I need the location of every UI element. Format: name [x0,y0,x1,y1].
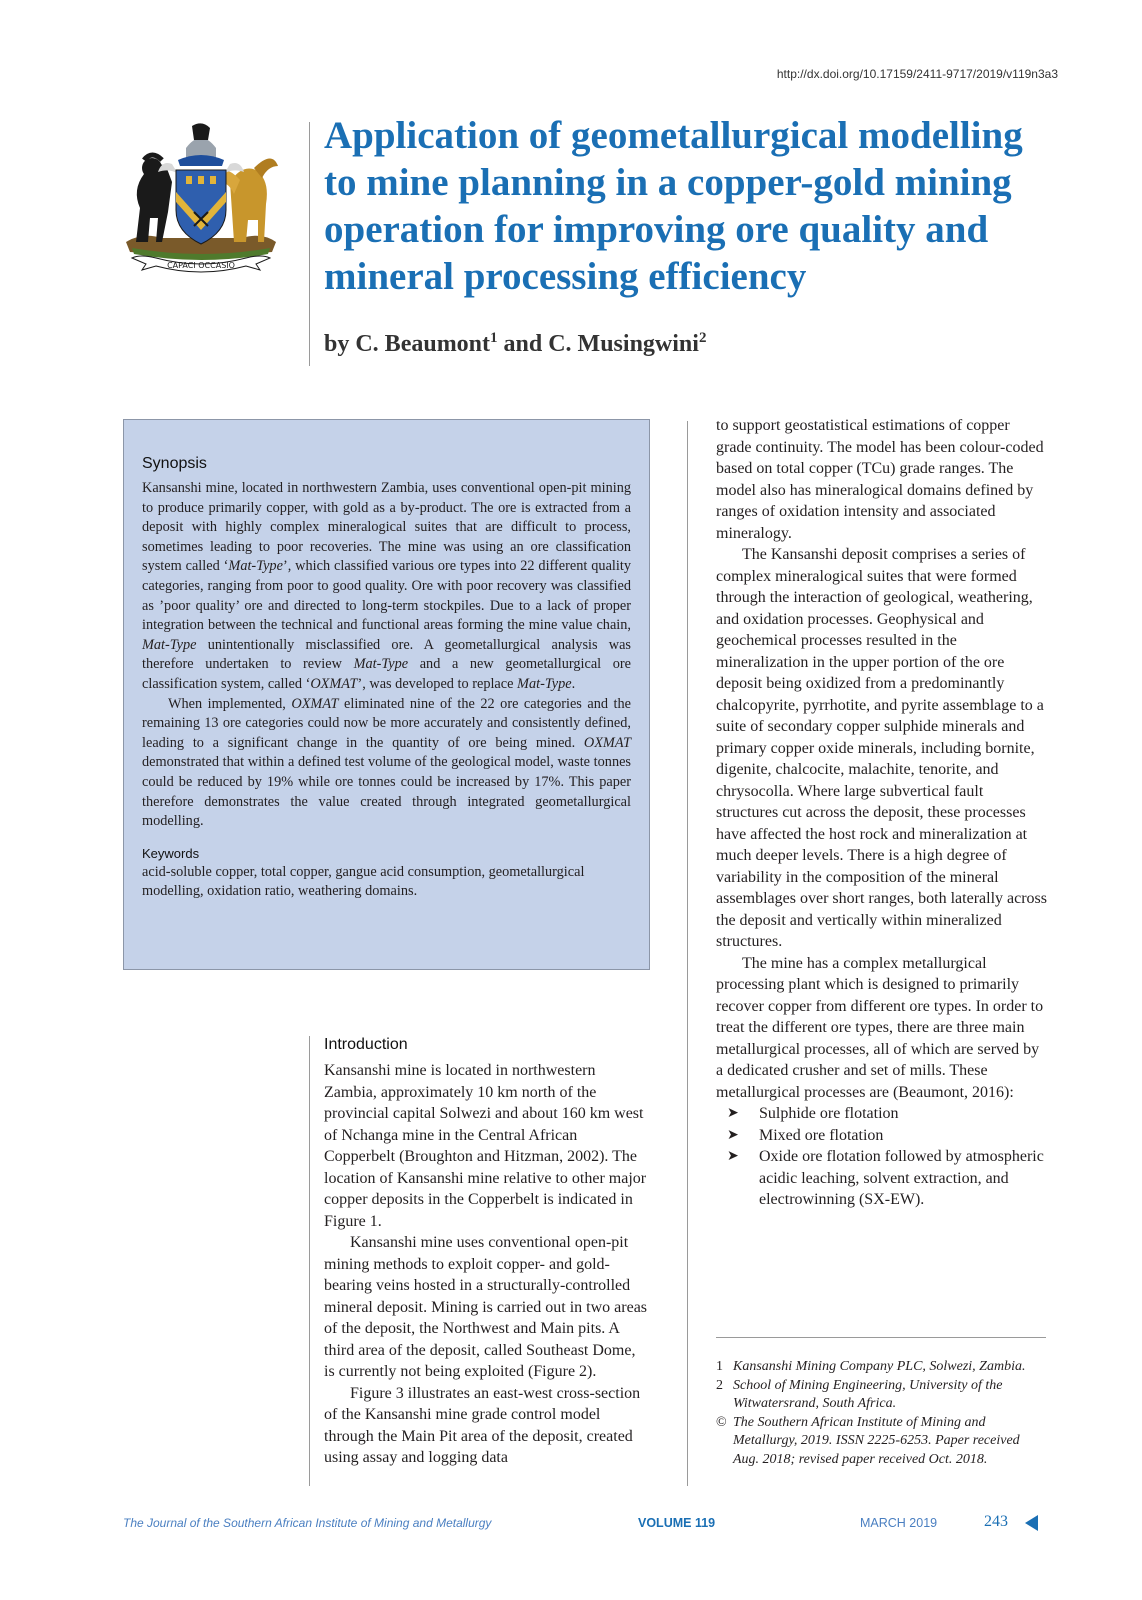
article-authors: by C. Beaumont$^1$ and C. Musingwini$^2$ [324,330,707,357]
arrow-bullet-icon: ➤ [727,1106,739,1121]
arrow-bullet-icon: ➤ [727,1127,739,1143]
body-paragraph-1: to support geostatistical estimations of copper grade continuity. The model has been colour-coded based on total copper (TCu) grade ranges. The model also has mineralogical domains defined by ranges of oxidation intensity and associated mineralogy. [716,417,1044,542]
triangle-left-icon [1025,1515,1038,1531]
right-column [716,415,1048,1211]
footnote-2: 2 School of Mining Engineering, University of the Witwatersrand, South Africa. [716,1377,1003,1411]
doi-link[interactable]: http://dx.doi.org/10.17159/2411-9717/2019/v119n3a3 [776,67,1058,81]
footnote-1: 1 Kansanshi Mining Company PLC, Solwezi, Zambia. [716,1359,1026,1374]
keywords-list: acid-soluble copper, total copper, gangue acid consumption, geometallurgical modelling, oxidation ratio, weathering domains. [142,863,585,900]
list-item: ➤ Oxide ore flotation followed by atmospheric acidic leaching, solvent extraction, and electrowinning (SX-EW). [727,1148,1044,1208]
footnote-copyright: © The Southern African Institute of Mining and Metallurgy, 2019. ISSN 2225-6253. Paper received Aug. 2018; revised paper received Oct. 2018. [716,1414,1020,1467]
introduction-heading: Introduction [324,1036,408,1053]
arrow-bullet-icon: ➤ [727,1149,739,1164]
keywords-heading: Keywords [142,845,200,861]
intro-paragraph-3: Figure 3 illustrates an east-west cross-section of the Kansanshi mine grade control model through the Main Pit area of the deposit, created using assay and logging data [324,1384,641,1466]
synopsis-heading: Synopsis [142,455,207,472]
journal-name: The Journal of the Southern African Institute of Mining and Metallurgy [123,1516,492,1530]
institute-crest-logo [122,120,280,288]
intro-paragraph-1: Kansanshi mine is located in northwestern Zambia, approximately 10 km north of the provincial capital Solwezi and about 160 km west of Nchanga mine in the Central African Copperbelt (Broughton and Hitzman, 2002). The location of Kansanshi mine relative to other major copper deposits in the Copperbelt is indicated in Figure 1. [324,1062,647,1230]
page-footer [123,1513,1043,1535]
list-item: ➤ Mixed ore flotation [759,1125,1048,1147]
page-number: 243 [984,1513,1008,1530]
footnote-rule [716,1337,1046,1338]
volume-label: VOLUME 119 [638,1516,716,1530]
synopsis-paragraph-2: When implemented, OXMAT eliminated nine of the 22 ore categories and the remaining 13 ore categories could now be more accurately and consistently defined, leading to a significant change in the quantity of ore being mined. OXMAT demonstrated that within a defined test volume of the geological model, waste tonnes could be reduced by 19% while ore tonnes could be increased by 17%. This paper therefore demonstrates the value created through integrated geometallurgical modelling. [142,695,631,830]
column-divider-line [687,421,688,1486]
issue-date: MARCH 2019 [860,1516,938,1530]
process-list [716,1103,1048,1211]
synopsis-box [123,419,650,970]
synopsis-paragraph-1: Kansanshi mine, located in northwestern Zambia, uses conventional open-pit mining to produce primarily copper, with gold as a by-product. The ore is extracted from a deposit with highly complex mineralogical suites that are difficult to process, sometimes leading to poor recoveries. The mine was using an ore classification system called ‘Mat-Type’, which classified various ore types into 22 different quality categories, ranging from poor to good quality. Ore with poor recovery was classified as ’poor quality’ ore and directed to long-term stockpiles. Due to a lack of proper integration between the technical and functional areas forming the mine value chain, Mat-Type unintentionally misclassified ore. A geometallurgical analysis was therefore undertaken to review Mat-Type and a new geometallurgical ore classification system, called ‘OXMAT’, was developed to replace Mat-Type. [142,480,631,692]
article-title: Application of geometallurgical modelling to mine planning in a copper-gold mining operation for improving ore quality and mineral processing efficiency [324,114,1023,298]
body-paragraph-2: The Kansanshi deposit comprises a series of complex mineralogical suites that were formed through the interaction of geological, weathering, and oxidation processes. Geophysical and geochemical processes resulted in the mineralization in the upper portion of the ore deposit being oxidized from a predominantly chalcopyrite, pyrrhotite, and pyrite assemblage to a suite of secondary copper sulphide minerals and primary copper oxide minerals, including bornite, digenite, chalcocite, malachite, tenorite, and chrysocolla. Where large subvertical fault structures cut across the deposit, these processes have affected the host rock and mineralization at much deeper levels. There is a high degree of variability in the composition of the mineral assemblages over short ranges, both laterally across the deposit and vertically within mineralized structures. [716,546,1048,950]
crest-motto-text: CAPACI OCCASIO [167,261,235,270]
intro-divider-line [309,1036,310,1486]
introduction-column [324,1060,650,1469]
body-paragraph-3: The mine has a complex metallurgical processing plant which is designed to primarily recover copper from different ore types. In order to treat the different ore types, there are three main metallurgical processes, all of which are served by a dedicated crusher and set of mills. These metallurgical processes are (Beaumont, 2016): [716,954,1044,1101]
intro-paragraph-2: Kansanshi mine uses conventional open-pit mining methods to exploit copper- and gold-bearing veins hosted in a structurally-controlled mineral deposit. Mining is carried out in two areas of the deposit, the Northwest and Main pits. A third area of the deposit, called Southeast Dome, is currently not being exploited (Figure 2). [324,1234,648,1380]
title-divider-line [309,122,310,366]
list-item: ➤ Sulphide ore flotation [759,1103,1048,1125]
footnotes [716,1358,1046,1469]
